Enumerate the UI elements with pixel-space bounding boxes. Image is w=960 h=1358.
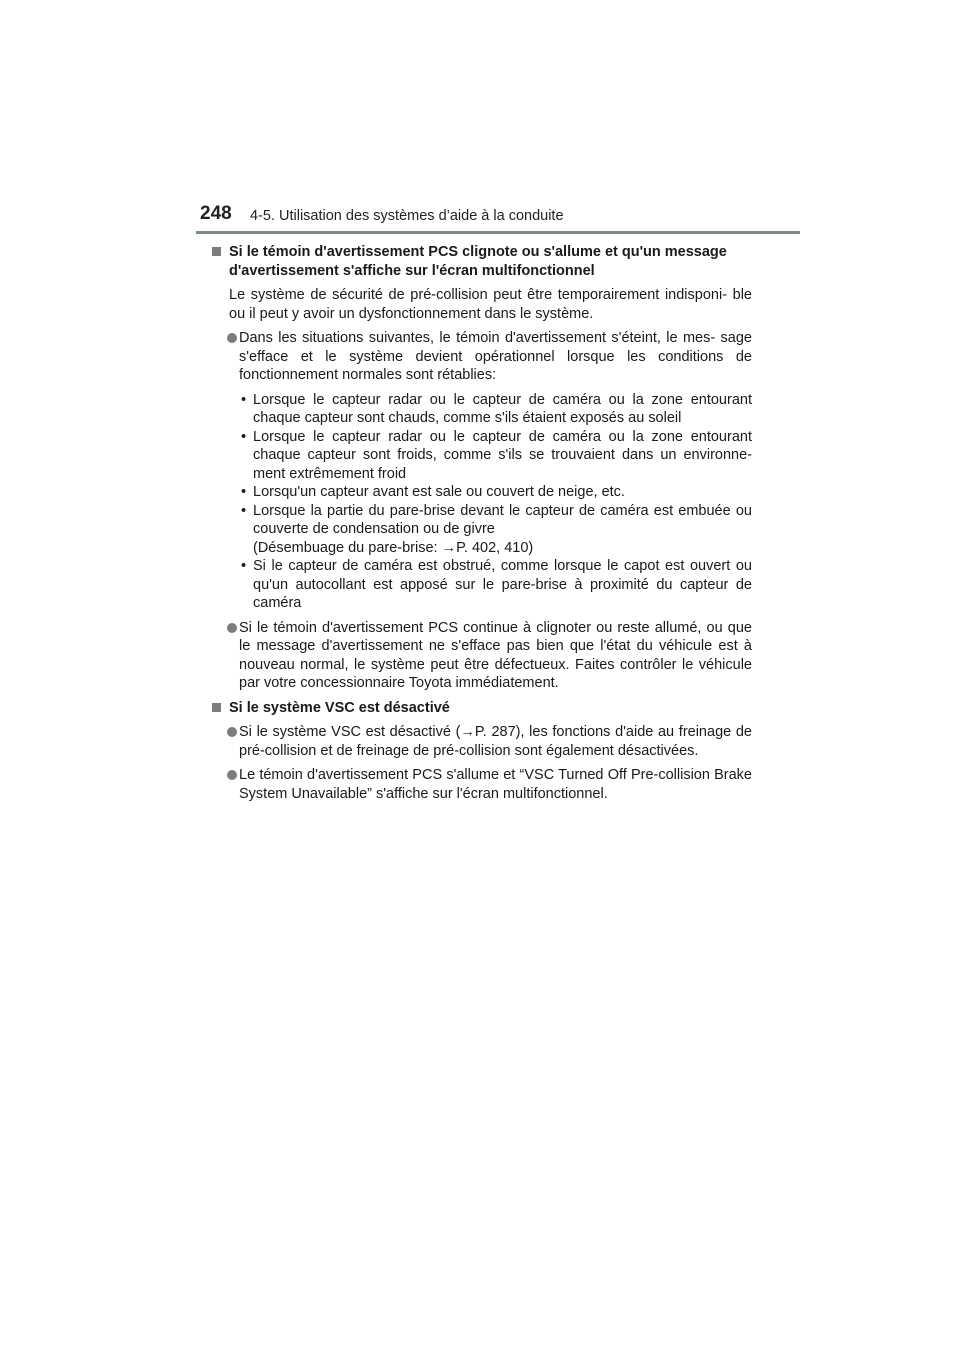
section-heading-vsc-off: [212, 699, 752, 718]
sublist-item: [239, 428, 752, 484]
circle-bullet-icon: [227, 727, 237, 737]
circle-bullet-icon: [227, 623, 237, 633]
page-number: 248: [200, 203, 232, 224]
circle-bullet-icon: [227, 770, 237, 780]
list-item-text: Le témoin d'avertissement PCS s'allume et “VSC Turned Off Pre-collision Brake System Unavailable” s'affiche sur l'écran multifonctionnel.: [239, 767, 752, 802]
list-item: [212, 619, 752, 693]
square-bullet-icon: [212, 703, 221, 712]
sublist-item-text: Lorsque la partie du pare-brise devant le capteur de caméra est embuée ou couverte de condensation ou de givre: [253, 502, 752, 537]
list-item: [212, 329, 752, 385]
header-divider: [196, 231, 800, 234]
section-title: 4-5. Utilisation des systèmes d’aide à la conduite: [250, 208, 564, 224]
intro-paragraph: Le système de sécurité de pré-collision peut être temporairement indisponi- ble ou il peut y avoir un dysfonctionnement dans le système.: [229, 287, 752, 322]
dot-bullet-icon: •: [241, 484, 247, 500]
circle-bullet-icon: [227, 333, 237, 343]
dot-bullet-icon: •: [241, 558, 247, 574]
list-item: [212, 723, 752, 760]
section-heading-pcs-warning: [212, 243, 752, 280]
list-item-text: Si le système VSC est désactivé (→P. 287), les fonctions d'aide au freinage de pré-collision et de freinage de pré-collision sont également désactivées.: [239, 724, 752, 759]
sublist-item: [239, 483, 752, 502]
dot-bullet-icon: •: [241, 428, 247, 445]
square-bullet-icon: [212, 247, 221, 256]
sublist-item-text: Lorsqu'un capteur avant est sale ou couvert de neige, etc.: [253, 484, 625, 500]
sublist-item-text: Lorsque le capteur radar ou le capteur de caméra ou la zone entourant chaque capteur sont froids, comme s'ils se trouvaient dans un environne- ment extrêmement froid: [253, 428, 752, 482]
list-item-text: Dans les situations suivantes, le témoin d'avertissement s'éteint, le mes- sage s'efface et le système devient opérationnel lorsque les conditions de fonctionnement normales sont rétablies:: [239, 330, 752, 383]
condition-sublist: [212, 391, 752, 613]
section-heading-text: Si le système VSC est désactivé: [229, 699, 450, 716]
dot-bullet-icon: •: [241, 391, 247, 408]
list-item-text: Si le témoin d'avertissement PCS continue à clignoter ou reste allumé, ou que le message d'avertissement ne s'efface pas bien que l'état du véhicule est à nouveau normal, le système peut être défectueux. Faites contrôler le véhicule par votre concessionnaire Toyota immédiatement.: [239, 619, 752, 691]
sublist-item: [239, 557, 752, 613]
sublist-item: [239, 391, 752, 428]
list-item: [212, 766, 752, 803]
dot-bullet-icon: •: [241, 502, 247, 519]
section-heading-text: Si le témoin d'avertissement PCS clignote ou s'allume et qu'un message d'avertissement s'affiche sur l'écran multifonctionnel: [229, 244, 727, 279]
sublist-item: [239, 502, 752, 558]
sublist-item-text: Si le capteur de caméra est obstrué, comme lorsque le capot est ouvert ou qu'un autocollant est apposé sur le pare-brise à proximité du capteur de caméra: [253, 558, 752, 611]
page-content: [212, 243, 752, 809]
page-reference: (Désembuage du pare-brise: →P. 402, 410): [253, 539, 534, 556]
sublist-item-text: Lorsque le capteur radar ou le capteur de caméra ou la zone entourant chaque capteur sont chauds, comme s'ils étaient exposés au soleil: [253, 391, 752, 426]
page-header: [0, 0, 960, 240]
